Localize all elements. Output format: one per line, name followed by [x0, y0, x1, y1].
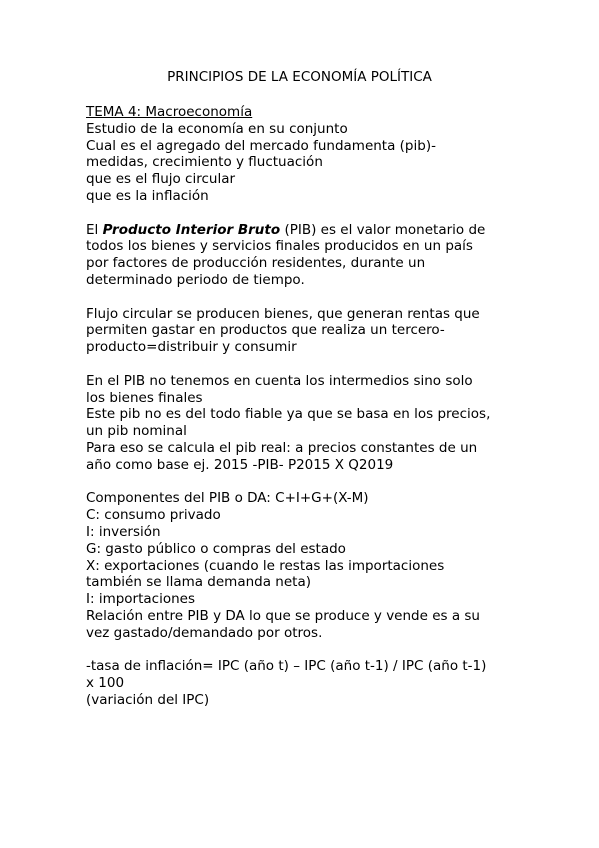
componentes-line: X: exportaciones (cuando le restas las importaciones: [86, 557, 445, 574]
pib-real-line: Para eso se calcula el pib real: a precios constantes de un: [86, 439, 478, 456]
inflacion-line: x 100: [86, 675, 125, 692]
document-title: PRINCIPIOS DE LA ECONOMÍA POLÍTICA: [167, 69, 432, 85]
componentes-line: vez gastado/demandado por otros.: [86, 624, 323, 641]
topic-line: medidas, crecimiento y fluctuación: [86, 154, 323, 171]
document-body: [86, 104, 526, 725]
topic-line: Cual es el agregado del mercado fundamenta (pib)-: [86, 137, 436, 154]
pib-definition-rest: (PIB) es el valor monetario de: [280, 221, 486, 238]
pib-real-line: año como base ej. 2015 -PIB- P2015 X Q2019: [86, 456, 394, 473]
pib-definition-first-line: [86, 222, 526, 239]
componentes-line: I: importaciones: [86, 591, 195, 608]
componentes-line: también se llama demanda neta): [86, 574, 311, 591]
flujo-line: producto=distribuir y consumir: [86, 339, 297, 356]
pib-definition-prefix: El: [86, 221, 103, 238]
pib-definition-line: determinado periodo de tiempo.: [86, 271, 305, 288]
topic-line: que es el flujo circular: [86, 171, 236, 188]
pib-real-line: Este pib no es del todo fiable ya que se basa en los precios,: [86, 406, 491, 423]
inflacion-section: [86, 658, 526, 708]
flujo-line: permiten gastar en productos que realiza un tercero-: [86, 322, 445, 339]
pib-real-line: un pib nominal: [86, 423, 187, 440]
pib-real-line: los bienes finales: [86, 389, 203, 406]
componentes-section: [86, 490, 526, 641]
pib-real-line: En el PIB no tenemos en cuenta los intermedios sino solo: [86, 372, 473, 389]
flujo-line: Flujo circular se producen bienes, que generan rentas que: [86, 305, 480, 322]
topic-heading: TEMA 4: Macroeconomía: [86, 104, 253, 120]
componentes-line: I: inversión: [86, 523, 161, 540]
componentes-line: Componentes del PIB o DA: C+I+G+(X-M): [86, 490, 369, 507]
pib-definition-line: todos los bienes y servicios finales producidos en un país: [86, 238, 473, 255]
pib-real-section: [86, 373, 526, 474]
topic-section: [86, 104, 526, 205]
componentes-line: C: consumo privado: [86, 507, 221, 524]
flujo-section: [86, 306, 526, 356]
pib-term: Producto Interior Bruto: [102, 221, 281, 238]
componentes-line: Relación entre PIB y DA lo que se produce y vende es a su: [86, 607, 480, 624]
inflacion-line: -tasa de inflación= IPC (año t) – IPC (año t-1) / IPC (año t-1): [86, 658, 487, 675]
pib-definition-line: por factores de producción residentes, durante un: [86, 255, 426, 272]
topic-line: Estudio de la economía en su conjunto: [86, 120, 348, 137]
topic-line: que es la inflación: [86, 187, 209, 204]
componentes-line: G: gasto público o compras del estado: [86, 540, 346, 557]
inflacion-line: (variación del IPC): [86, 691, 210, 708]
pib-definition-section: [86, 222, 526, 289]
